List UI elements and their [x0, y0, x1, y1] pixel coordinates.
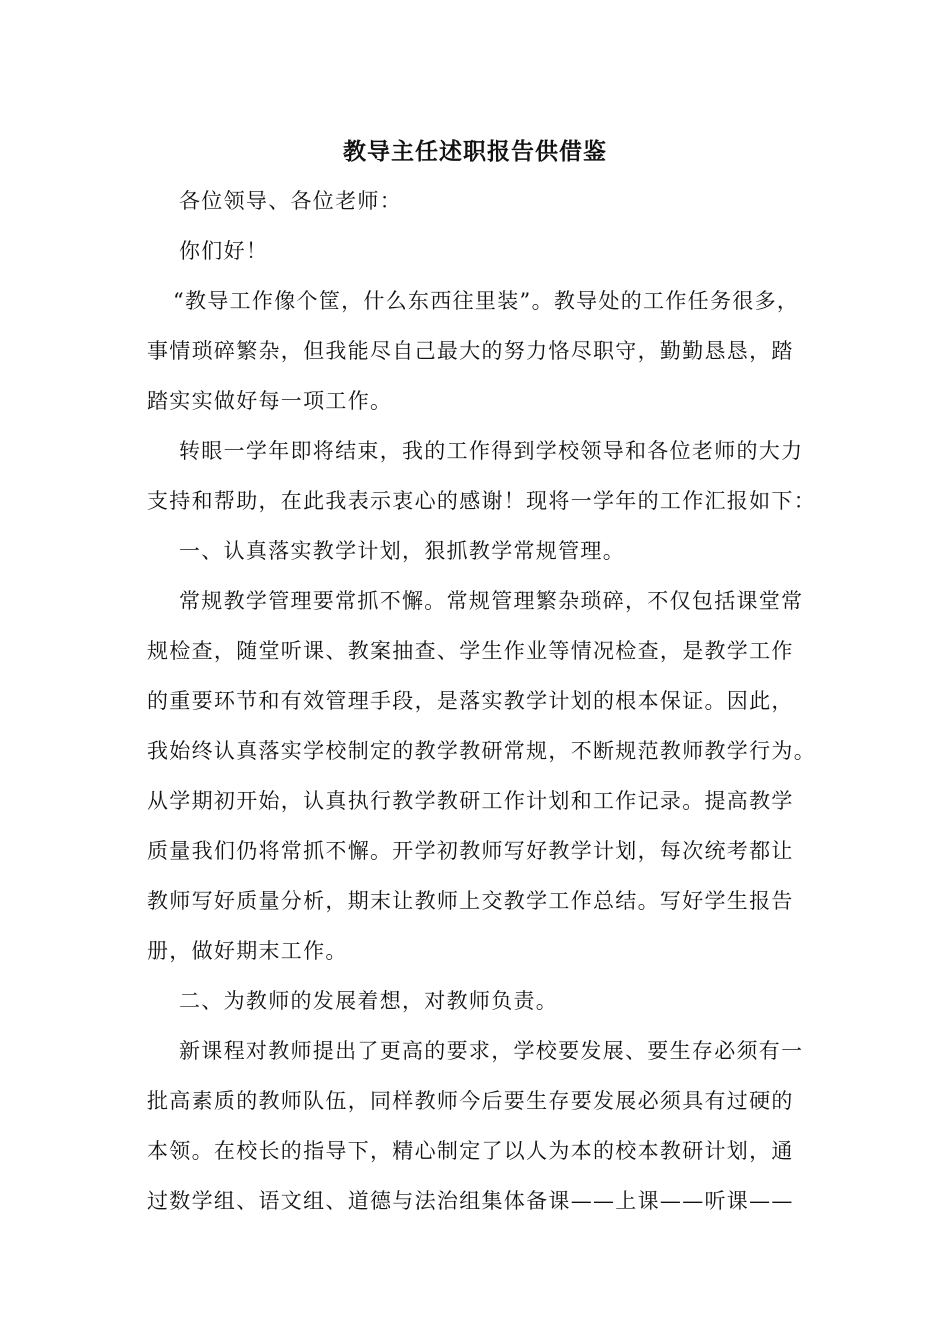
- paragraph-line: 事情琐碎繁杂，但我能尽自己最大的努力恪尽职守，勤勤恳恳，踏: [147, 339, 794, 363]
- paragraph-line: 册，做好期末工作。: [147, 939, 348, 963]
- paragraph-line: 我始终认真落实学校制定的教学教研常规，不断规范教师教学行为。: [147, 739, 816, 763]
- paragraph-line: 过数学组、语文组、道德与法治组集体备课——上课——听课——: [147, 1189, 794, 1213]
- paragraph-line: 从学期初开始，认真执行教学教研工作计划和工作记录。提高教学: [147, 789, 794, 813]
- paragraph-line: 本领。在校长的指导下，精心制定了以人为本的校本教研计划，通: [147, 1139, 794, 1163]
- paragraph-line: 踏实实做好每一项工作。: [147, 389, 393, 413]
- paragraph-line: 教师写好质量分析，期末让教师上交教学工作总结。写好学生报告: [147, 889, 794, 913]
- paragraph-line: 批高素质的教师队伍，同样教师今后要生存要发展必须具有过硬的: [147, 1089, 794, 1113]
- greeting-line: 你们好！: [179, 239, 269, 263]
- section-heading: 二、为教师的发展着想，对教师负责。: [179, 989, 559, 1013]
- section-heading: 一、认真落实教学计划，狠抓教学常规管理。: [179, 539, 625, 563]
- paragraph-line: 规检查，随堂听课、教案抽查、学生作业等情况检查，是教学工作: [147, 639, 794, 663]
- paragraph-line: 质量我们仍将常抓不懈。开学初教师写好教学计划，每次统考都让: [147, 839, 794, 863]
- paragraph-line: 的重要环节和有效管理手段，是落实教学计划的根本保证。因此，: [147, 689, 794, 713]
- salutation-line: 各位领导、各位老师：: [179, 189, 402, 213]
- paragraph-line: 转眼一学年即将结束，我的工作得到学校领导和各位老师的大力: [179, 439, 804, 463]
- paragraph-line: 新课程对教师提出了更高的要求，学校要发展、要生存必须有一: [179, 1039, 804, 1063]
- paragraph-line: “教导工作像个筐，什么东西往里装”。教导处的工作任务很多，: [173, 289, 800, 313]
- paragraph-line: 支持和帮助，在此我表示衷心的感谢！现将一学年的工作汇报如下：: [147, 489, 816, 513]
- document-title: 教导主任述职报告供借鉴: [343, 138, 607, 165]
- paragraph-line: 常规教学管理要常抓不懈。常规管理繁杂琐碎，不仅包括课堂常: [179, 589, 804, 613]
